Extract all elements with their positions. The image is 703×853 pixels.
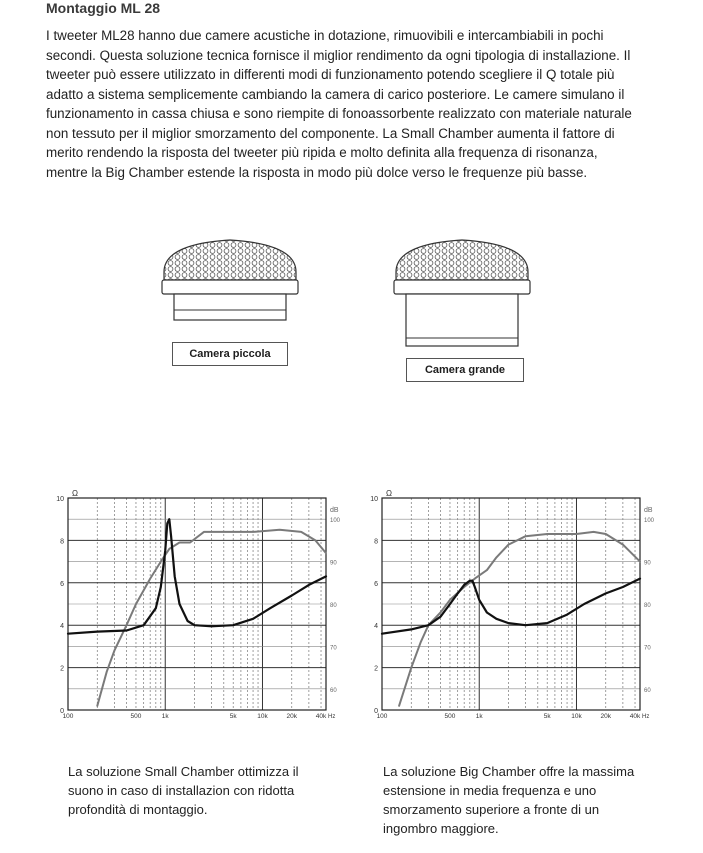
- big-chamber-label: Camera grande: [406, 358, 524, 382]
- right-tick-label: 100: [330, 518, 341, 525]
- small-chamber-response-chart: [56, 486, 356, 726]
- x-tick-label: 1k: [161, 713, 169, 720]
- small-chamber-tweeter-drawing: [160, 236, 300, 326]
- right-tick-label: 90: [644, 560, 651, 567]
- left-tick-label: 10: [370, 496, 378, 503]
- intro-line: secondi. Questa soluzione tecnica fornisce il miglior rendimento da ogni tipologia di installazione. Il: [46, 47, 631, 63]
- big-chamber-response-chart: [370, 486, 670, 726]
- x-tick-label: 100: [62, 713, 74, 720]
- big-chamber-description: [383, 762, 673, 838]
- page-title: Montaggio ML 28: [46, 0, 161, 16]
- description-line: La soluzione Big Chamber offre la massima: [383, 764, 635, 779]
- left-tick-label: 6: [374, 580, 378, 588]
- right-tick-label: 70: [644, 645, 651, 652]
- right-tick-label: 90: [330, 560, 337, 567]
- dome-mesh: [396, 240, 528, 280]
- x-axis-unit: Hz: [328, 714, 336, 720]
- x-tick-label: 5k: [229, 713, 237, 720]
- x-tick-label: 5k: [543, 713, 551, 720]
- left-axis-unit: Ω: [72, 489, 78, 498]
- left-tick-label: 0: [60, 708, 64, 715]
- description-line: suono in caso di installazion con ridotta: [68, 783, 295, 798]
- description-line: ingombro maggiore.: [383, 821, 499, 836]
- x-tick-label: 20k: [286, 713, 297, 720]
- x-tick-label: 10k: [257, 713, 268, 720]
- small-chamber-description: [68, 762, 338, 819]
- right-tick-label: 80: [330, 603, 337, 609]
- x-tick-label: 40k: [315, 713, 327, 720]
- right-tick-label: 80: [644, 603, 651, 609]
- intro-line: adatto a sistema semplicemente cambiando la camera di carico posteriore. Le camere simulano il: [46, 86, 625, 102]
- left-tick-label: 8: [60, 538, 64, 546]
- flange: [162, 280, 298, 294]
- intro-line: mentre la Big Chamber estende la risposta in modo più dolce verso le frequenze più basse.: [46, 164, 588, 180]
- intro-line: funzionamento in cassa chiusa e sono riempite di fonoassorbente realizzato con materiale naturale: [46, 106, 632, 121]
- intro-paragraph: [46, 26, 656, 182]
- left-axis-unit: Ω: [386, 489, 392, 498]
- left-tick-label: 4: [60, 623, 64, 631]
- right-axis-unit: dB: [644, 507, 653, 514]
- left-tick-label: 8: [374, 538, 378, 546]
- right-tick-label: 100: [644, 518, 655, 525]
- x-tick-label: 500: [130, 713, 142, 720]
- left-tick-label: 6: [60, 580, 64, 588]
- x-tick-label: 10k: [571, 713, 582, 720]
- flange: [394, 280, 530, 294]
- right-tick-label: 70: [330, 645, 337, 652]
- frequency-response-curve: [399, 532, 640, 706]
- description-line: estensione in media frequenza e uno: [383, 783, 597, 798]
- intro-line: merito rendendo la risposta del tweeter più ripida e molto definita alla frequenza di risonanza,: [46, 145, 598, 160]
- x-tick-label: 500: [444, 713, 456, 720]
- left-tick-label: 10: [56, 496, 64, 503]
- right-tick-label: 60: [330, 687, 337, 694]
- left-tick-label: 0: [374, 708, 378, 715]
- chamber-body: [174, 294, 286, 320]
- description-line: profondità di montaggio.: [68, 802, 208, 817]
- left-tick-label: 2: [374, 665, 378, 673]
- right-tick-label: 60: [644, 687, 651, 694]
- description-line: smorzamento superiore a fronte di un: [383, 802, 600, 817]
- dome-mesh: [164, 240, 296, 280]
- x-tick-label: 20k: [600, 713, 611, 720]
- intro-line: I tweeter ML28 hanno due camere acustiche in dotazione, rimuovibili e intercambiabili in pochi: [46, 28, 604, 43]
- x-tick-label: 1k: [475, 713, 483, 720]
- intro-line: non tessuto per il miglior smorzamento del componente. La Small Chamber aumenta il fattore di: [46, 125, 615, 141]
- left-tick-label: 4: [374, 623, 378, 631]
- right-axis-unit: dB: [330, 507, 339, 514]
- x-tick-label: 100: [376, 713, 388, 720]
- description-line: La soluzione Small Chamber ottimizza il: [68, 764, 299, 779]
- big-chamber-tweeter-drawing: [392, 236, 532, 356]
- x-tick-label: 40k: [629, 713, 641, 720]
- left-tick-label: 2: [60, 665, 64, 673]
- small-chamber-label: Camera piccola: [172, 342, 288, 366]
- x-axis-unit: Hz: [642, 714, 650, 720]
- intro-line: tweeter può essere utilizzato in differenti modi di funzionamento potendo scegliere il Q totale più: [46, 67, 615, 82]
